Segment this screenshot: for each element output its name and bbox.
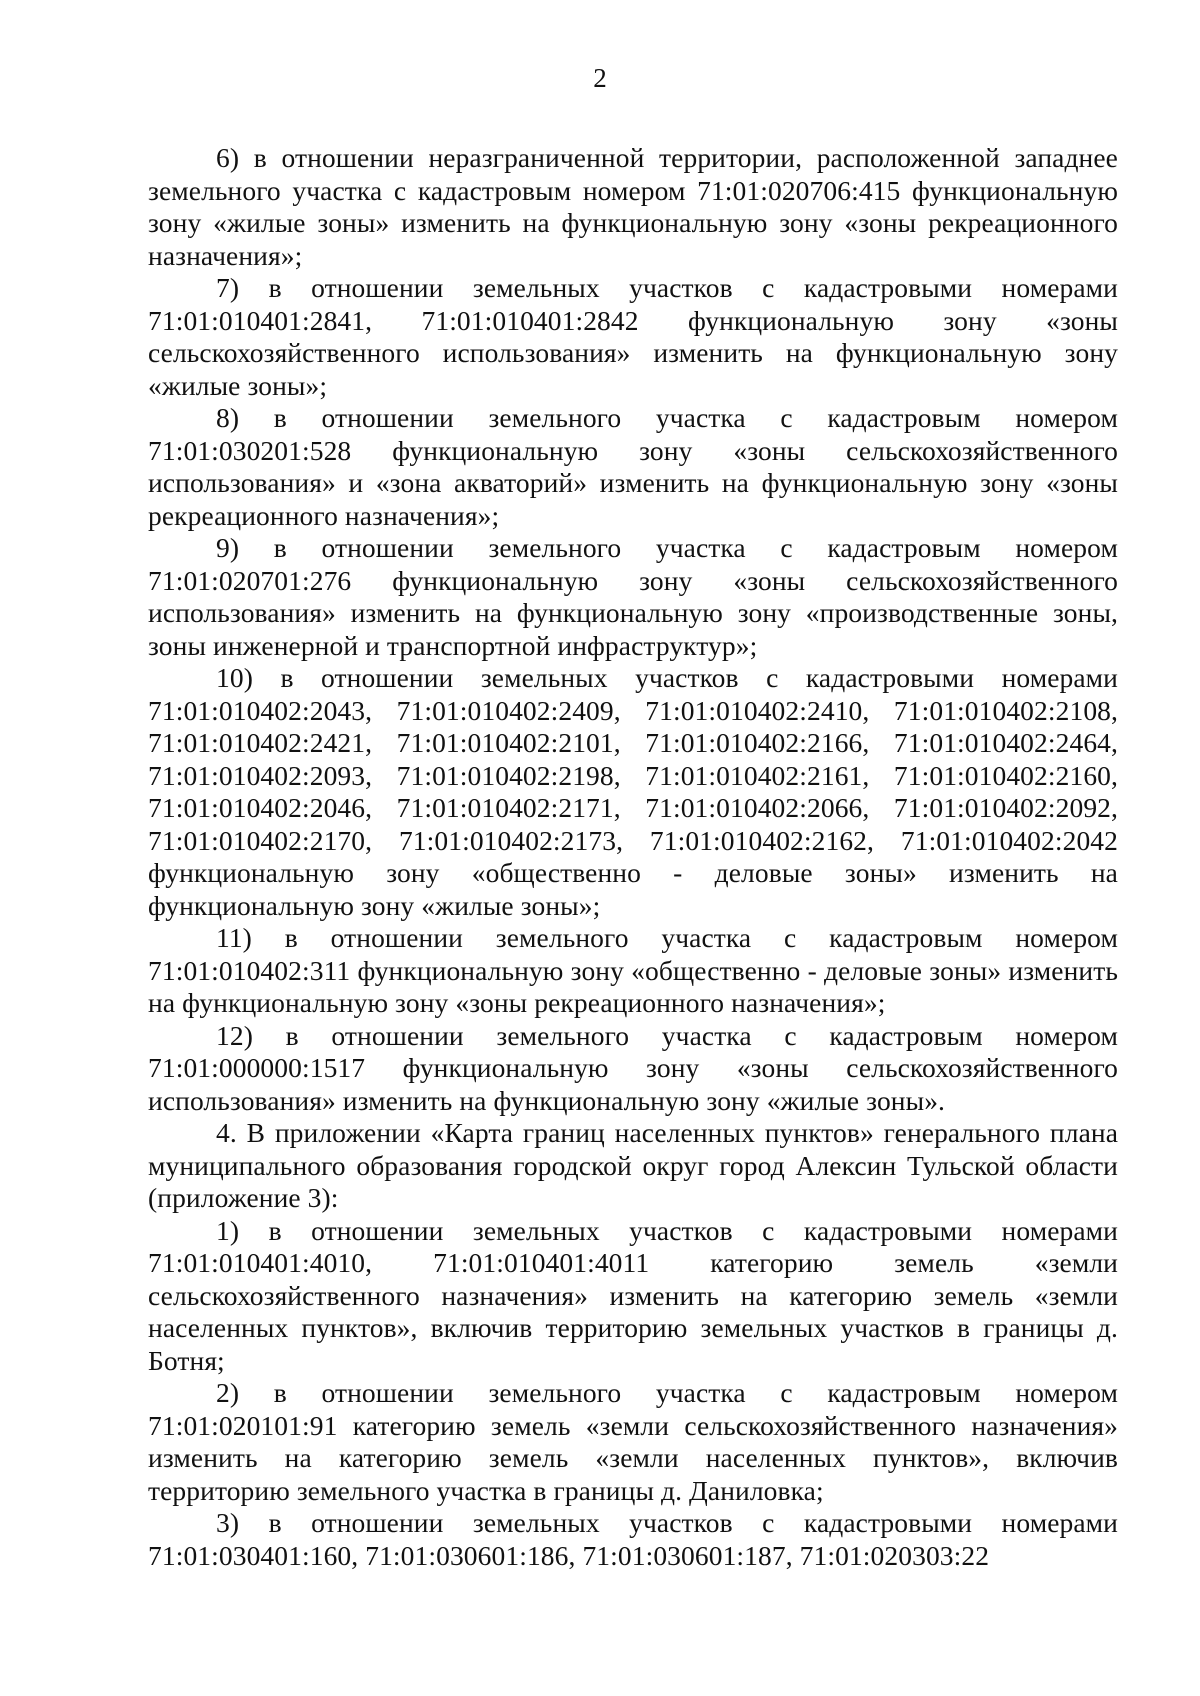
paragraph-item-10: 10) в отношении земельных участков с кадастровыми номерами 71:01:010402:2043, 71:01:010402:2409, 71:01:010402:2410, 71:01:010402:2108, 71:01:010402:2421, 71:01:010402:2101, 71:01:010402:2166, 71:01:010402:2464, 71:01:010402:2093, 71:01:010402:2198, 71:01:010402:2161, 71:01:010402:2160, 71:01:010402:2046, 71:01:010402:2171, 71:01:010402:2066, 71:01:010402:2092, 71:01:010402:2170, 71:01:010402:2173, 71:01:010402:2162, 71:01:010402:2042 функциональную зону «общественно - деловые зоны» изменить на функциональную зону «жилые зоны»; bbox=[148, 662, 1118, 921]
section-4-item-3: 3) в отношении земельных участков с кадастровыми номерами 71:01:030401:160, 71:01:030601:186, 71:01:030601:187, 71:01:020303:22 bbox=[148, 1507, 1118, 1571]
paragraph-item-6: 6) в отношении неразграниченной территории, расположенной западнее земельного участка с кадастровым номером 71:01:020706:415 функциональную зону «жилые зоны» изменить на функциональную зону «зоны рекреационного назначения»; bbox=[148, 142, 1118, 271]
document-body bbox=[148, 142, 1118, 1572]
paragraph-item-9: 9) в отношении земельного участка с кадастровым номером 71:01:020701:276 функциональную зону «зоны сельскохозяйственного использования» изменить на функциональную зону «производственные зоны, зоны инженерной и транспортной инфраструктур»; bbox=[148, 532, 1118, 661]
paragraph-item-12: 12) в отношении земельного участка с кадастровым номером 71:01:000000:1517 функциональную зону «зоны сельскохозяйственного использования» изменить на функциональную зону «жилые зоны». bbox=[148, 1019, 1118, 1116]
paragraph-item-8: 8) в отношении земельного участка с кадастровым номером 71:01:030201:528 функциональную зону «зоны сельскохозяйственного использования» и «зона акваторий» изменить на функциональную зону «зоны рекреационного назначения»; bbox=[148, 402, 1118, 531]
paragraph-item-7: 7) в отношении земельных участков с кадастровыми номерами 71:01:010401:2841, 71:01:010401:2842 функциональную зону «зоны сельскохозяйственного использования» изменить на функциональную зону «жилые зоны»; bbox=[148, 272, 1118, 401]
section-4-item-2: 2) в отношении земельного участка с кадастровым номером 71:01:020101:91 категорию земель «земли сельскохозяйственного назначения» изменить на категорию земель «земли населенных пунктов», включив территорию земельного участка в границы д. Даниловка; bbox=[148, 1377, 1118, 1506]
section-4-heading: 4. В приложении «Карта границ населенных пунктов» генерального плана муниципального образования городской округ город Алексин Тульской области (приложение 3): bbox=[148, 1117, 1118, 1213]
paragraph-item-11: 11) в отношении земельного участка с кадастровым номером 71:01:010402:311 функциональную зону «общественно - деловые зоны» изменить на функциональную зону «зоны рекреационного назначения»; bbox=[148, 922, 1118, 1018]
page-number: 2 bbox=[593, 63, 607, 93]
section-4-item-1: 1) в отношении земельных участков с кадастровыми номерами 71:01:010401:4010, 71:01:010401:4011 категорию земель «земли сельскохозяйственного назначения» изменить на категорию земель «земли населенных пунктов», включив территорию земельных участков в границы д. Ботня; bbox=[148, 1214, 1118, 1376]
